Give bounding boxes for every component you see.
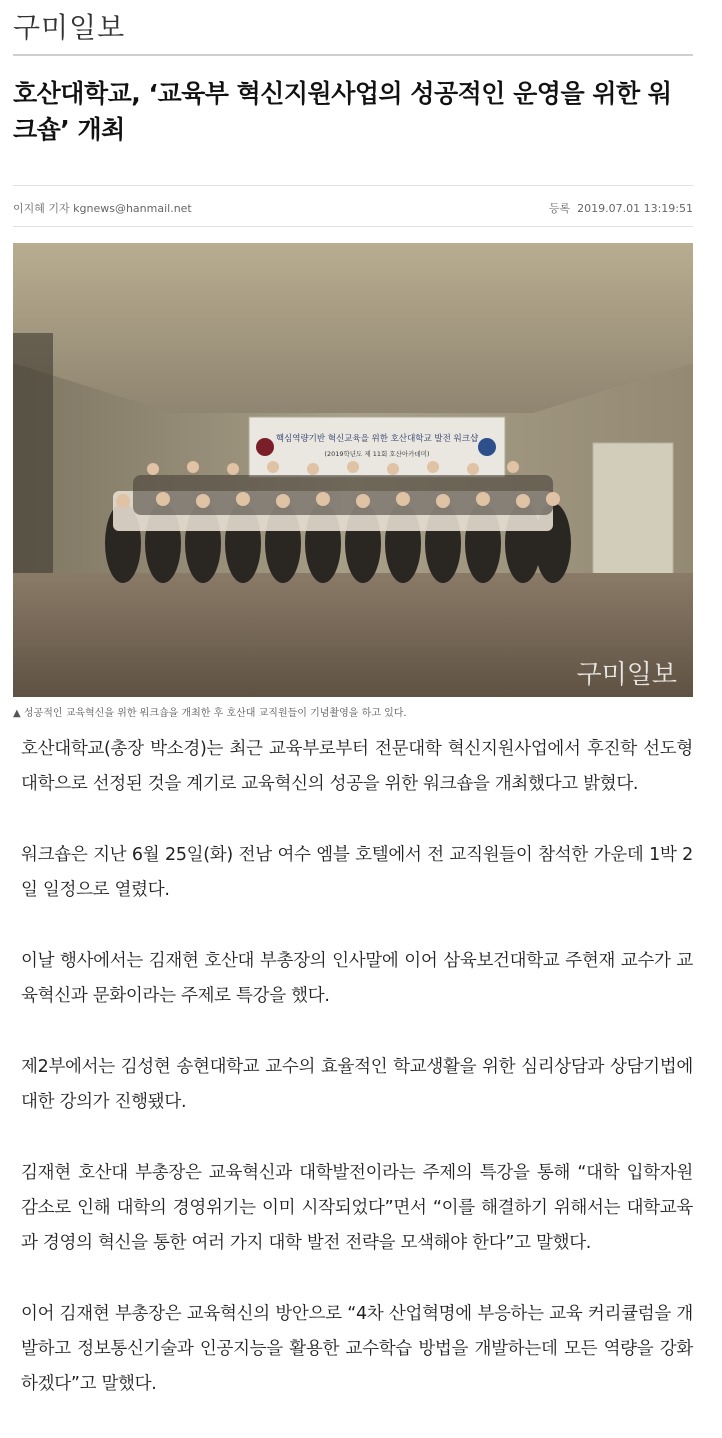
photo-watermark: 구미일보: [576, 660, 677, 690]
article-paragraph: 워크숍은 지난 6월 25일(화) 전남 여수 엠블 호텔에서 전 교직원들이 참석한 가운데 1박 2일 일정으로 열렸다.: [21, 845, 693, 900]
date-value: 2019.07.01 13:19:51: [577, 202, 693, 215]
photo-banner-title: 핵심역량기반 혁신교육을 위한 호산대학교 발전 워크샵: [275, 434, 479, 444]
date-label: 등록: [548, 202, 571, 215]
header-divider: [13, 54, 693, 56]
article-body: [21, 732, 693, 1438]
article-paragraph: 호산대학교(총장 박소경)는 최근 교육부로부터 전문대학 혁신지원사업에서 후진학 선도형 대학으로 선정된 것을 계기로 교육혁신의 성공을 위한 워크숍을 개최했다고 밝혔다.: [21, 739, 693, 794]
site-logo[interactable]: 구미일보: [13, 11, 126, 44]
photo-banner-subtitle: (2019학년도 제 11회 호산아카데미): [324, 450, 430, 458]
meta-divider-bottom: [13, 226, 693, 227]
article-photo[interactable]: [13, 243, 693, 697]
meta-divider-top: [13, 185, 693, 186]
photo-caption: ▲ 성공적인 교육혁신을 위한 워크숍을 개최한 후 호산대 교직원들이 기념촬영을 하고 있다.: [13, 708, 407, 719]
publish-date: [549, 200, 693, 216]
article-paragraph: 이어 김재현 부총장은 교육혁신의 방안으로 “4차 산업혁명에 부응하는 교육 커리큘럼을 개발하고 정보통신기술과 인공지능을 활용한 교수학습 방법을 개발하는데 모든 역량을 강화하겠다”고 말했다.: [21, 1304, 693, 1394]
byline[interactable]: 이지혜 기자 kgnews@hanmail.net: [13, 202, 192, 215]
article-headline: 호산대학교, ‘교육부 혁신지원사업의 성공적인 운영을 위한 워크숍’ 개최: [13, 79, 672, 144]
article-paragraph: 이날 행사에서는 김재현 호산대 부총장의 인사말에 이어 삼육보건대학교 주현재 교수가 교육혁신과 문화이라는 주제로 특강을 했다.: [21, 951, 693, 1006]
article-paragraph: 제2부에서는 김성현 송현대학교 교수의 효율적인 학교생활을 위한 심리상담과 상담기법에 대한 강의가 진행됐다.: [21, 1057, 693, 1112]
article-paragraph: 김재현 호산대 부총장은 교육혁신과 대학발전이라는 주제의 특강을 통해 “대학 입학자원 감소로 인해 대학의 경영위기는 이미 시작되었다”면서 “이를 해결하기 위해서는 대학교육과 경영의 혁신을 통한 여러 가지 대학 발전 전략을 모색해야 한다”고 말했다.: [21, 1163, 693, 1253]
